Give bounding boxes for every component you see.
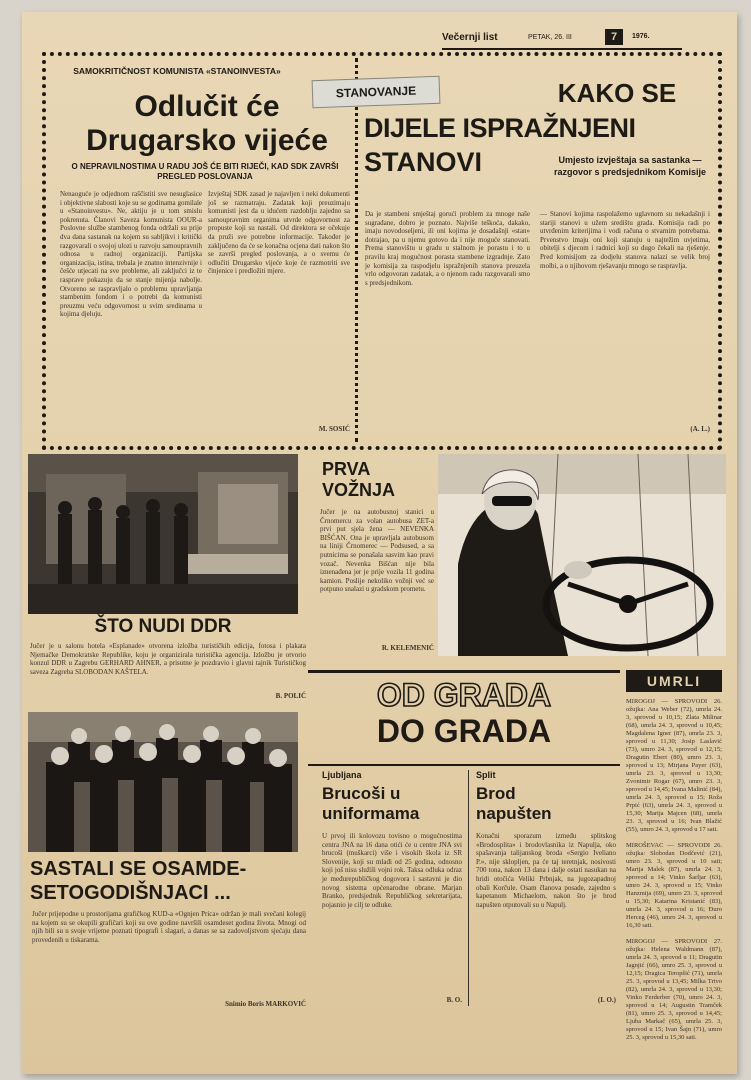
stanovanje-label: STANOVANJE <box>312 76 441 108</box>
story2-headline-1: KAKO SE <box>557 78 677 108</box>
section-banner <box>308 670 620 754</box>
story7-headline-2: napušten <box>476 804 552 823</box>
story6-byline: B. O. <box>446 996 462 1004</box>
section-rule <box>308 764 620 766</box>
story5-headline-1: SASTALI SE OSAMDE- <box>30 858 247 880</box>
story6-headline-2: uniformama <box>322 804 420 823</box>
story2-body-right: — Stanovi kojima raspolažemo uglavnom su nekadašnji i stariji stanovi u užem središtu grada. Komisija radi po utvrđenim kriterijima i vodi računa o stvarnim potrebama. Prvenstvo imaju oni koji stanuju u najtežim uvjetima, obitelji s djecom i radnici koji su dugo čekali na rješenje. Pred komisijom za dodjelu stanova nalazi se velik broj molbi, a o njihovom rješavanju mnogo se raspravlja. <box>540 210 710 270</box>
story2-byline: (A. L.) <box>690 425 710 433</box>
story2-body-left: Da je stambeni smještaj gorući problem za mnoge naše sugrađane, dobro je poznato. Najviše teškoća, dakako, imaju novodoseljeni, ili oni kojima je dosadašnji «stan» dotrajao, pa u njemu gotovo da i nije moguće stanovati. Prema stanovištu u gradu u stalnom je porastu i to u pravilu kraj mogućnost porasta stambene izgradnje. Zato je komisija za raspodjelu ispražnjenih stanova preuzela vrlo odgovoran zadatak, a o njenom radu razgovarali smo s predsjednikom. <box>365 210 530 287</box>
page-number: 7 <box>605 29 623 45</box>
octogenarians-photo <box>28 712 298 852</box>
story7-byline: (I. O.) <box>597 996 616 1004</box>
story1-kicker: SAMOKRITIČNOST KOMUNISTA «STANOINVESTA» <box>73 66 281 76</box>
octogenarians-photo-image <box>28 712 298 852</box>
story6-body: U prvoj ili kolovozu tovisno o mogućnostima centra JNA na 16 dana otići će u centre JNA svi brucoši (muškarci) više i visokih škola iz SR Slovenije, koji su mlađi od 25 godina, odnosno koji još nisu služili vojni rok. Taksa odluka odraz je međurepubličkog dogovora i sastavni je dio novog sistema općenarodne obrane. Marjan Branko, predsjednik Republičkog sekretarijata, pojasnio je cilj te odluke. <box>322 832 462 909</box>
column-divider <box>355 58 358 442</box>
story4-headline: ŠTO NUDI DDR <box>94 616 232 637</box>
exhibition-photo-image <box>28 454 298 614</box>
paper-name: Večernji list <box>442 32 498 43</box>
story-divider <box>468 770 469 1006</box>
story5-byline: Snimio Boris MARKOVIĆ <box>225 1000 306 1008</box>
story6-city: Ljubljana <box>322 770 362 780</box>
exhibition-photo <box>28 454 298 614</box>
umrli-title: UMRLI <box>626 670 722 692</box>
section-title-1: OD GRADA <box>376 677 552 713</box>
story3-headline-2: VOŽNJA <box>322 480 396 500</box>
story1-subhead: O NEPRAVILNOSTIMA U RADU JOŠ ĆE BITI RIJEČI, KAD SDK ZAVRŠI PREGLED POSLOVANJA <box>71 162 339 181</box>
story2-headline-3: STANOVI <box>364 147 483 177</box>
issue-date: PETAK, 26. III <box>528 34 572 41</box>
story1-headline-2: Drugarsko vijeće <box>86 124 328 157</box>
story3-body: Jučer je na autobusnoj stanici u Črnomercu za volan autobusa ZET-a prvi put sjela žena — NEVENKA BIŠĆAN. Ona je upravljala autobusom na liniji Črnomerec — Podsused, a sa putnicima se ponašala sasvim kao pravi vozač. Nevenka Bišćan nije bila iznenađena jer je prije vozila 11 godina kamion. Poslije nekoliko vožnji već se potpuno snalazi u gradskom prometu. <box>320 508 434 594</box>
story4-body: Jučer je u salonu hotela «Esplanade» otvorena izložba turističkih edicija, fotosa i plakata Njemačke Demokratske Republike, koju je organizirala turistička agencija. Izložbu je otvorio konzul DDR u Zagrebu GERHARD AHNER, a prisutne je pozdravio i glavni tajnik Turističkog saveza Zagreba SLOBODAN KAŠTELA. <box>30 642 306 676</box>
story5-headline-2: SETOGODIŠNJACI ... <box>30 882 231 904</box>
story3-byline: R. KELEMENIĆ <box>381 644 434 652</box>
newspaper-page <box>22 12 737 1074</box>
issue-year: 1976. <box>632 33 650 40</box>
story7-city: Split <box>476 770 496 780</box>
driver-photo <box>438 454 726 656</box>
story1-headline-1: Odlučit će <box>134 90 280 123</box>
masthead <box>442 26 712 52</box>
story7-headline-1: Brod <box>476 784 516 803</box>
section-title-2: DO GRADA <box>376 713 552 749</box>
masthead-rule <box>442 48 682 50</box>
story1-byline: M. SOSIĆ <box>318 425 350 433</box>
story4-byline: B. POLIĆ <box>275 692 306 700</box>
story7-body: Konačni sporazum između splitskog «Brodosplita» i brodovlasnika iz Napulja, oko spašavanja talijanskog broda «Sergio Iveliano P.», nije sklopljen, pa će taj teretnjak, nosivosti 700 tona, nakon 13 dana i dalje ostati nasukan na hridi otočića Veliki Prbnjak, na jugozapadnoj obali Korčule. Osam članova posade, zajedno s kapetanom Michaelom, nakon što je brod napušten otputovali su u Napulj. <box>476 832 616 909</box>
story5-body: Jučer prijepodne u prostorijama grafičkog KUD-a «Ognjen Prica» održan je mali svečani kolegij na kojem su se okupili grafičari koji su ove godine navršili osamdeset godina života. Mnogi od njih bili su u svoje vrijeme poznati tipografi i slagari, a danas se sa zadovoljstvom sjećaju dana provedenih u tiskarama. <box>32 910 306 944</box>
story2-headline-2: DIJELE ISPRAŽNJENI <box>364 113 636 143</box>
story2-deck: Umjesto izvještaja sa sastanka — razgovor s predsjednikom Komisije <box>553 155 707 177</box>
story6-headline-1: Brucoši u <box>322 784 401 803</box>
driver-photo-image <box>438 454 726 656</box>
story3-headline-1: PRVA <box>322 459 371 479</box>
umrli-body: MIROGOJ — SPROVODI 26. ožujka: Ana Weber (72), umrla 24. 3, sprovod u 10,15; Zlata Milinar (68), umrla 24. 3, sprovod u 10,45; Magdalena Igner (87), umrla 23. 3, sprovod u 11,30; Josip Laslavić (73), umro 24. 3, sprovod u 12,15; Dragutin Ebert (80), umro 23. 3, sprovod u 13; Mirjana Payer (63), umrla 23. 3, sprovod u 13,30; Zvonimir Rogar (67), umro 23. 3, sprovod u 14,45; Ivana Malinić (84), umrla 24. 3, sprovod u 15; Roža Prpić (63), umrla 24. 3, sprovod u 15,30; Marija Majcen (68), umrla 23. 3, sprovod u 16; Ivan Blažić (55), umro 24. 3, sprovod u 17 sati. MIROŠEVAC — SPROVODI 26. ožujka: Slobodan Dodčević (21), umro 23. 3, sprovod u 10 sati; Marija Malek (87), umrla 24. 3, sprovod u 14; Vinko Šarljar (63), umro 24. 3, sprovod u 15; Vinko Hanzmija (69), umro 23. 3, sprovod u 15,30; Katarina Kristanić (83), umrla 24. 3, sprovod u 16; Đuro Herceg (46), umro 24. 3, sprovod u 16,30 sati. MIROGOJ — SPROVODI 27. ožujka: Helena Waldmann (87), umrla 24. 3, sprovod u 11; Dragutin Jagnjić (66), umro 25. 3, sprovod u 12,15; Dragica Teropšić (71), umrla 25. 3, sprovod u 13,45; Milka Trivo (82), umrla 24. 3, sprovod u 13,30; Vinko Ferderber (70), umro 24. 3, sprovod u 14; Augustin Tramček (81), umro 25. 3, sprovod u 14,45; Ljuba Markač (65), umrla 25. 3, sprovod u 15; Ivan Šajn (71), umro 25. 3, sprovod u 15,30 sati. <box>626 698 722 1041</box>
story1-body-right: Izvještaj SDK zasad je najavljen i neki dokumenti još se razmatraju. Zadatak koji preuzimaju komunisti jest da u idućem razdoblju zajedno sa samoupravnim organima utvrde odgovornost za propuste koji su nastali. Od direktora se očekuje da pruži sve potrebne informacije. Također je zaključeno da će se konačna ocjena dati nakon što se završi pregled poslovanja, a o svemu će odlučiti Drugarsko vijeće koje će razmotriti sve činjenice i predložiti mjere. <box>208 190 350 276</box>
story1-body-left: Nenaoguće je odjednom raščistiti sve nesuglasice i objektivne slabosti koje su se godinama gomilale u «Stanoinvestu». Ne, aktiju je u tom smislu pokrenuta. Članovi Saveza komunista OOUR-a Poslovne službe stambenog fonda održali su prije dva dana sastanak na kojem su sabljikvi i kritički razgovarali o svojoj ulozi u razvoju samoupravnih odnosa u radnoj organizaciji. Partijska organizacija, istina, trebala je znatno intenzivnije i češće utjecati na sve probleme, ali zaključci iz te rasprave pokazuju da se stanje mijenja nabolje. Otvoreno se raspravljalo o problemu upravljanja stambenim fondom i o potrebi da komunisti preuzmu veću odgovornost u svim sredinama u kojima djeluju. <box>60 190 202 319</box>
